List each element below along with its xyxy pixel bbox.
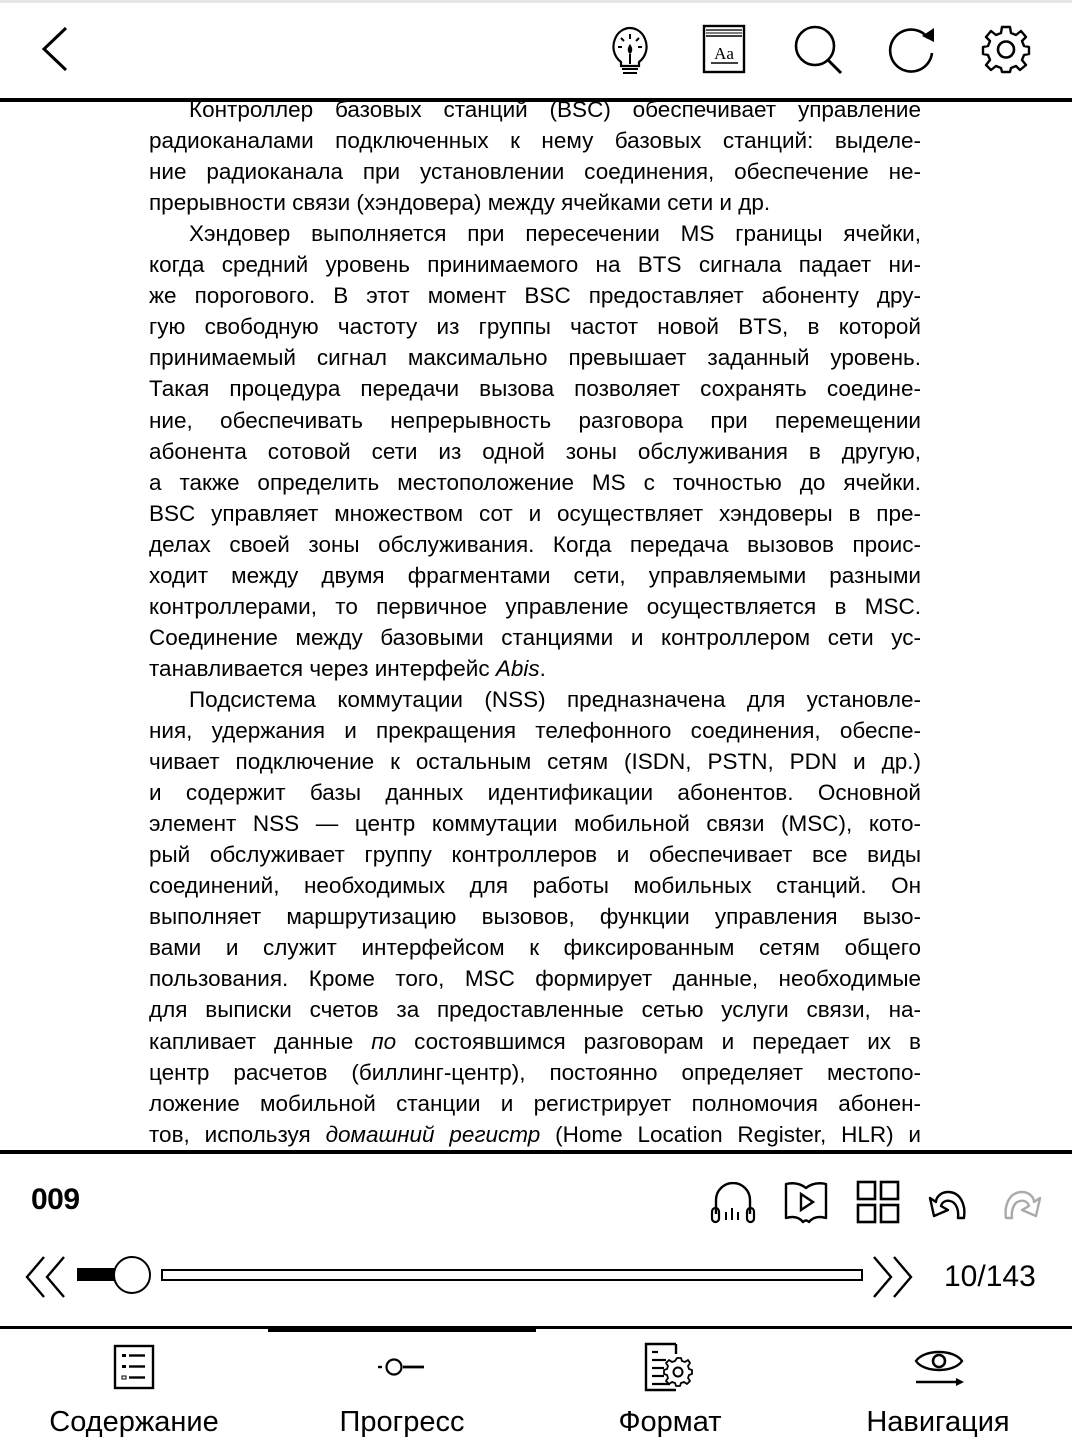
navigation-icon [912,1344,966,1388]
text-line-content: контроллерами, то первичное управление осуществляется в MSC. [149,593,921,619]
previous-chapter-icon[interactable] [24,1255,70,1299]
text-line-content: чивает подключение к остальным сетям (ISDN, PSTN, PDN и др.) [149,749,921,775]
text-line [149,622,921,653]
text-line-content: ние радиоканала при установлении соединения, обеспечение не- [149,159,921,185]
undo-icon[interactable] [926,1184,972,1222]
text-line [149,1119,921,1150]
tab-progress-label: Прогресс [339,1406,465,1438]
chapter-page-number: 009 [31,1183,80,1216]
text-line-content: центр расчетов (биллинг-центр), постоянно определяет местопо- [149,1059,921,1085]
text-line-content: ложение мобильной станции и регистрирует полномочия абонен- [149,1090,921,1116]
text-line-content: пользования. Кроме того, MSC формирует данные, необходимые [149,966,921,992]
refresh-icon[interactable] [888,24,938,74]
text-line-italic: Abis [495,655,540,681]
text-line-content: принимаемый сигнал максимально превышает заданный уровень. [149,345,921,371]
text-line-content: вами и служит интерфейсом к фиксированным сетям общего [149,935,921,961]
text-line [149,560,921,591]
text-line-content: ние, обеспечивать непрерывность разговора при перемещении [149,407,921,433]
text-line-content: Подсистема коммутации (NSS) предназначена для установле- [189,686,921,712]
text-line-content: прерывности связи (хэндовера) между ячейками сети и др. [149,190,771,216]
text-line-tail: . [539,655,546,681]
text-line-content: а также определить местоположение MS с точностью до ячейки. [149,469,921,495]
text-line [149,405,921,436]
text-line [149,839,921,870]
text-line-italic: по [371,1028,397,1054]
text-line-content: же порогового. В этот момент BSC предоставляет абоненту дру- [149,283,921,309]
text-line-content: радиоканалами подключенных к нему базовых станций: выделе- [149,128,921,154]
grid-view-icon[interactable] [856,1180,900,1224]
lightbulb-icon[interactable] [609,24,651,76]
text-line [149,187,921,218]
text-line-content: ходит между двумя фрагментами сети, управляемыми разными [149,562,921,588]
book-page[interactable] [149,94,921,1152]
text-line-content: рый обслуживает группу контроллеров и обеспечивает все виды [149,842,921,868]
text-line [149,746,921,777]
text-line [149,963,921,994]
text-line-tail: (Home Location Register, HLR) и [540,1121,921,1147]
text-line-content: танавливается через интерфейс [149,655,496,681]
redo-icon[interactable] [998,1184,1044,1222]
text-line [149,94,921,125]
progress-slider-thumb[interactable] [113,1256,151,1294]
text-line [149,1026,921,1057]
text-line [149,777,921,808]
tab-navigation-label: Навигация [866,1406,1010,1438]
text-line-content: элемент NSS — центр коммутации мобильной связи (MSC), кото- [149,811,921,837]
text-line [149,808,921,839]
text-line [149,1088,921,1119]
text-line [149,653,921,684]
tab-format-label: Формат [618,1406,722,1438]
toolbar-shadow [0,0,1072,3]
text-line [149,218,921,249]
text-line [149,311,921,342]
text-line-content: Такая процедура передачи вызова позволяет сохранять соедине- [149,376,921,402]
text-line-content: гую свободную частоту из группы частот новой BTS, в которой [149,314,921,340]
text-line-content: и содержит базы данных идентификации абонентов. Основной [149,780,921,806]
text-line [149,342,921,373]
text-line [149,901,921,932]
text-line [149,498,921,529]
read-aloud-icon[interactable] [783,1180,829,1224]
text-line-content: выполняет маршрутизацию вызовов, функции управления вызо- [149,904,921,930]
text-line-content: тов, используя [149,1121,326,1147]
next-chapter-icon[interactable] [870,1255,916,1299]
text-line [149,529,921,560]
text-line-content: абонента сотовой сети из одной зоны обслуживания в другую, [149,438,921,464]
text-line [149,373,921,404]
progress-slider-track[interactable] [161,1269,863,1281]
text-line-content: Контроллер базовых станций (BSC) обеспечивает управление [189,97,921,122]
search-icon[interactable] [793,24,845,76]
text-line [149,932,921,963]
text-line [149,994,921,1025]
text-line [149,249,921,280]
text-line-content: ния, удержания и прекращения телефонного соединения, обеспе- [149,718,921,743]
text-line [149,125,921,156]
text-line-content: делах своей зоны обслуживания. Когда передача вызовов проис- [149,531,921,557]
text-line [149,1057,921,1088]
text-line-content: для выписки счетов за предоставленные сетью услуги связи, на- [149,997,921,1023]
audiobook-icon[interactable] [710,1182,756,1224]
toc-icon [113,1344,155,1390]
format-icon [642,1342,698,1392]
panel-divider [0,1150,1072,1154]
tab-format[interactable] [536,1332,804,1448]
text-line-content: капливает данные [149,1028,372,1054]
text-line [149,870,921,901]
text-line [149,715,921,746]
tab-contents[interactable] [0,1332,268,1448]
tab-progress[interactable] [268,1332,536,1448]
page-counter: 10/143 [944,1260,1036,1293]
text-line [149,684,921,715]
text-line [149,591,921,622]
back-arrow-icon[interactable] [36,26,76,72]
text-line [149,156,921,187]
text-line-tail: состоявшимся разговорам и передает их в [396,1028,921,1054]
svg-text:Aa: Aa [714,44,734,63]
text-line [149,436,921,467]
text-line-content: Соединение между базовыми станциями и контроллером сети ус- [149,624,921,650]
top-toolbar [0,0,1072,98]
dictionary-icon[interactable] [702,24,746,74]
text-line-content: BSC управляет множеством сот и осуществляет хэндоверы в пре- [149,500,921,526]
text-line-italic: домашний регистр [325,1121,541,1147]
tab-contents-label: Содержание [49,1406,219,1438]
text-line-content: когда средний уровень принимаемого на BTS сигнала падает ни- [149,252,921,278]
text-line-content: соединений, необходимых для работы мобильных станций. Он [149,873,921,899]
text-line-content: Хэндовер выполняется при пересечении MS границы ячейки, [189,221,921,247]
tabs-divider [0,1326,1072,1329]
tab-navigation[interactable] [804,1332,1072,1448]
gear-icon[interactable] [981,24,1031,74]
progress-icon [376,1356,428,1378]
text-line [149,280,921,311]
text-line [149,467,921,498]
